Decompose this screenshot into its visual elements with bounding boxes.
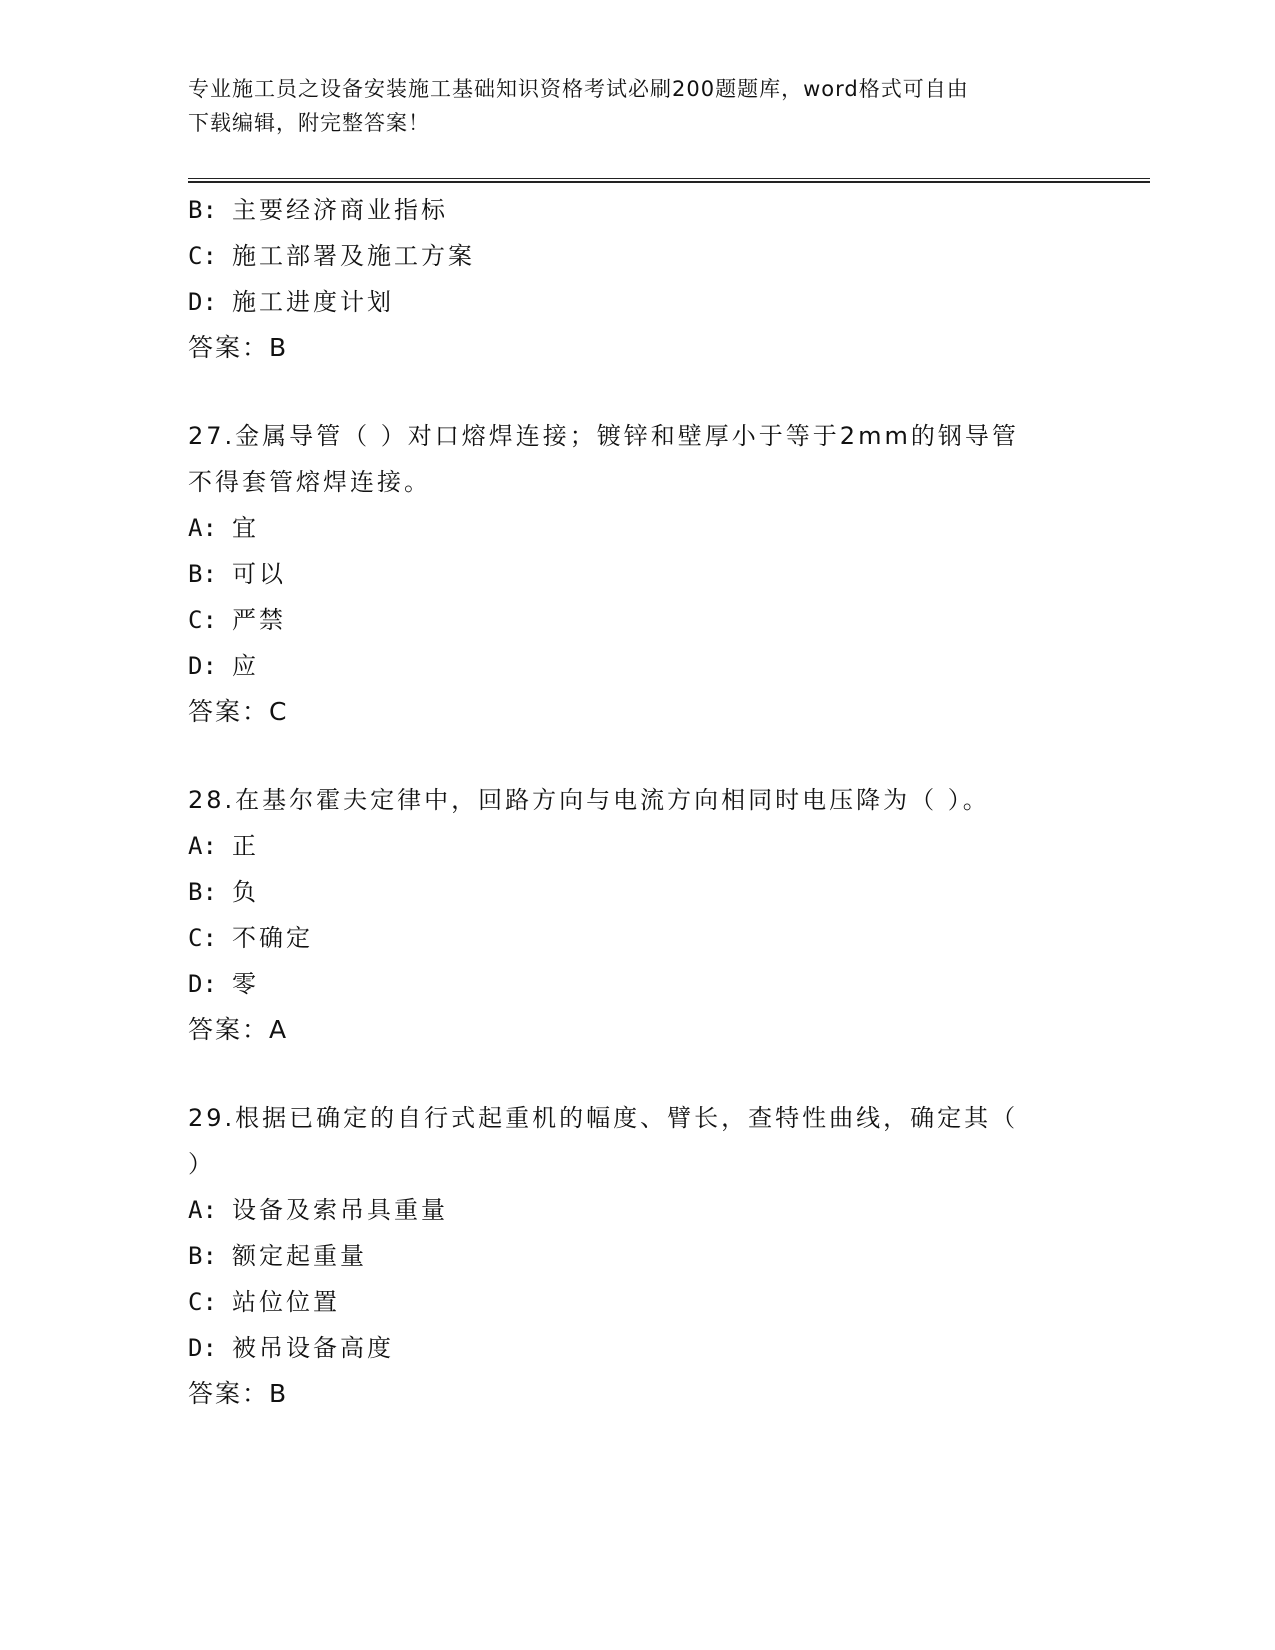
header-line-1: 专业施工员之设备安装施工基础知识资格考试必刷200题题库，word格式可自由: [188, 77, 969, 101]
option-letter: B:: [188, 878, 217, 906]
option-letter: B:: [188, 1242, 217, 1270]
option-text: 被吊设备高度: [232, 1334, 394, 1362]
question-continued: [188, 187, 1088, 371]
option-c: [188, 233, 1088, 279]
option-letter: B:: [188, 560, 217, 588]
option-text: 设备及索吊具重量: [232, 1196, 448, 1224]
option-d: [188, 643, 1088, 689]
question-list: [188, 187, 1088, 1417]
option-letter: A:: [188, 514, 217, 542]
option-letter: A:: [188, 832, 217, 860]
option-c: [188, 597, 1088, 643]
option-a: [188, 1187, 1088, 1233]
option-d: [188, 961, 1088, 1007]
option-b: [188, 1233, 1088, 1279]
option-text: 额定起重量: [232, 1242, 367, 1270]
option-text: 站位位置: [232, 1288, 340, 1316]
option-c: [188, 1279, 1088, 1325]
option-letter: D:: [188, 652, 217, 680]
question-stem-line-1: 28.在基尔霍夫定律中，回路方向与电流方向相同时电压降为（ ）。: [188, 786, 990, 814]
option-text: 应: [232, 652, 259, 680]
option-text: 可以: [232, 560, 286, 588]
option-c: [188, 915, 1088, 961]
option-letter: B:: [188, 196, 217, 224]
option-letter: D:: [188, 288, 217, 316]
option-text: 负: [232, 878, 259, 906]
question-stem-line-2: 不得套管熔焊连接。: [188, 468, 431, 496]
option-text: 施工进度计划: [232, 288, 394, 316]
option-letter: D:: [188, 1334, 217, 1362]
question-stem-line-1: 27.金属导管（ ）对口熔焊连接；镀锌和壁厚小于等于2mm的钢导管: [188, 422, 1019, 450]
answer-line: 答案：B: [188, 333, 289, 362]
option-letter: C:: [188, 1288, 217, 1316]
spacer: [188, 735, 1088, 777]
option-letter: C:: [188, 924, 217, 952]
option-text: 正: [232, 832, 259, 860]
option-b: [188, 187, 1088, 233]
spacer: [188, 1053, 1088, 1095]
option-b: [188, 869, 1088, 915]
option-text: 施工部署及施工方案: [232, 242, 475, 270]
spacer: [188, 371, 1088, 413]
option-d: [188, 1325, 1088, 1371]
question-stem-line-2: ）: [188, 1150, 215, 1178]
answer-line: 答案：A: [188, 1015, 289, 1044]
option-text: 主要经济商业指标: [232, 196, 448, 224]
answer-line: 答案：C: [188, 697, 289, 726]
question-27: [188, 413, 1088, 735]
header-divider: [188, 178, 1150, 183]
question-29: [188, 1095, 1088, 1417]
option-letter: C:: [188, 606, 217, 634]
option-text: 零: [232, 970, 259, 998]
option-text: 严禁: [232, 606, 286, 634]
option-b: [188, 551, 1088, 597]
option-text: 宜: [232, 514, 259, 542]
header-line-2: 下载编辑，附完整答案！: [188, 111, 430, 135]
option-letter: D:: [188, 970, 217, 998]
option-d: [188, 279, 1088, 325]
question-28: [188, 777, 1088, 1053]
document-header: [188, 72, 1088, 140]
option-letter: A:: [188, 1196, 217, 1224]
option-text: 不确定: [232, 924, 313, 952]
option-a: [188, 505, 1088, 551]
option-letter: C:: [188, 242, 217, 270]
option-a: [188, 823, 1088, 869]
answer-line: 答案：B: [188, 1379, 289, 1408]
question-stem-line-1: 29.根据已确定的自行式起重机的幅度、臂长，查特性曲线，确定其（: [188, 1104, 1019, 1132]
